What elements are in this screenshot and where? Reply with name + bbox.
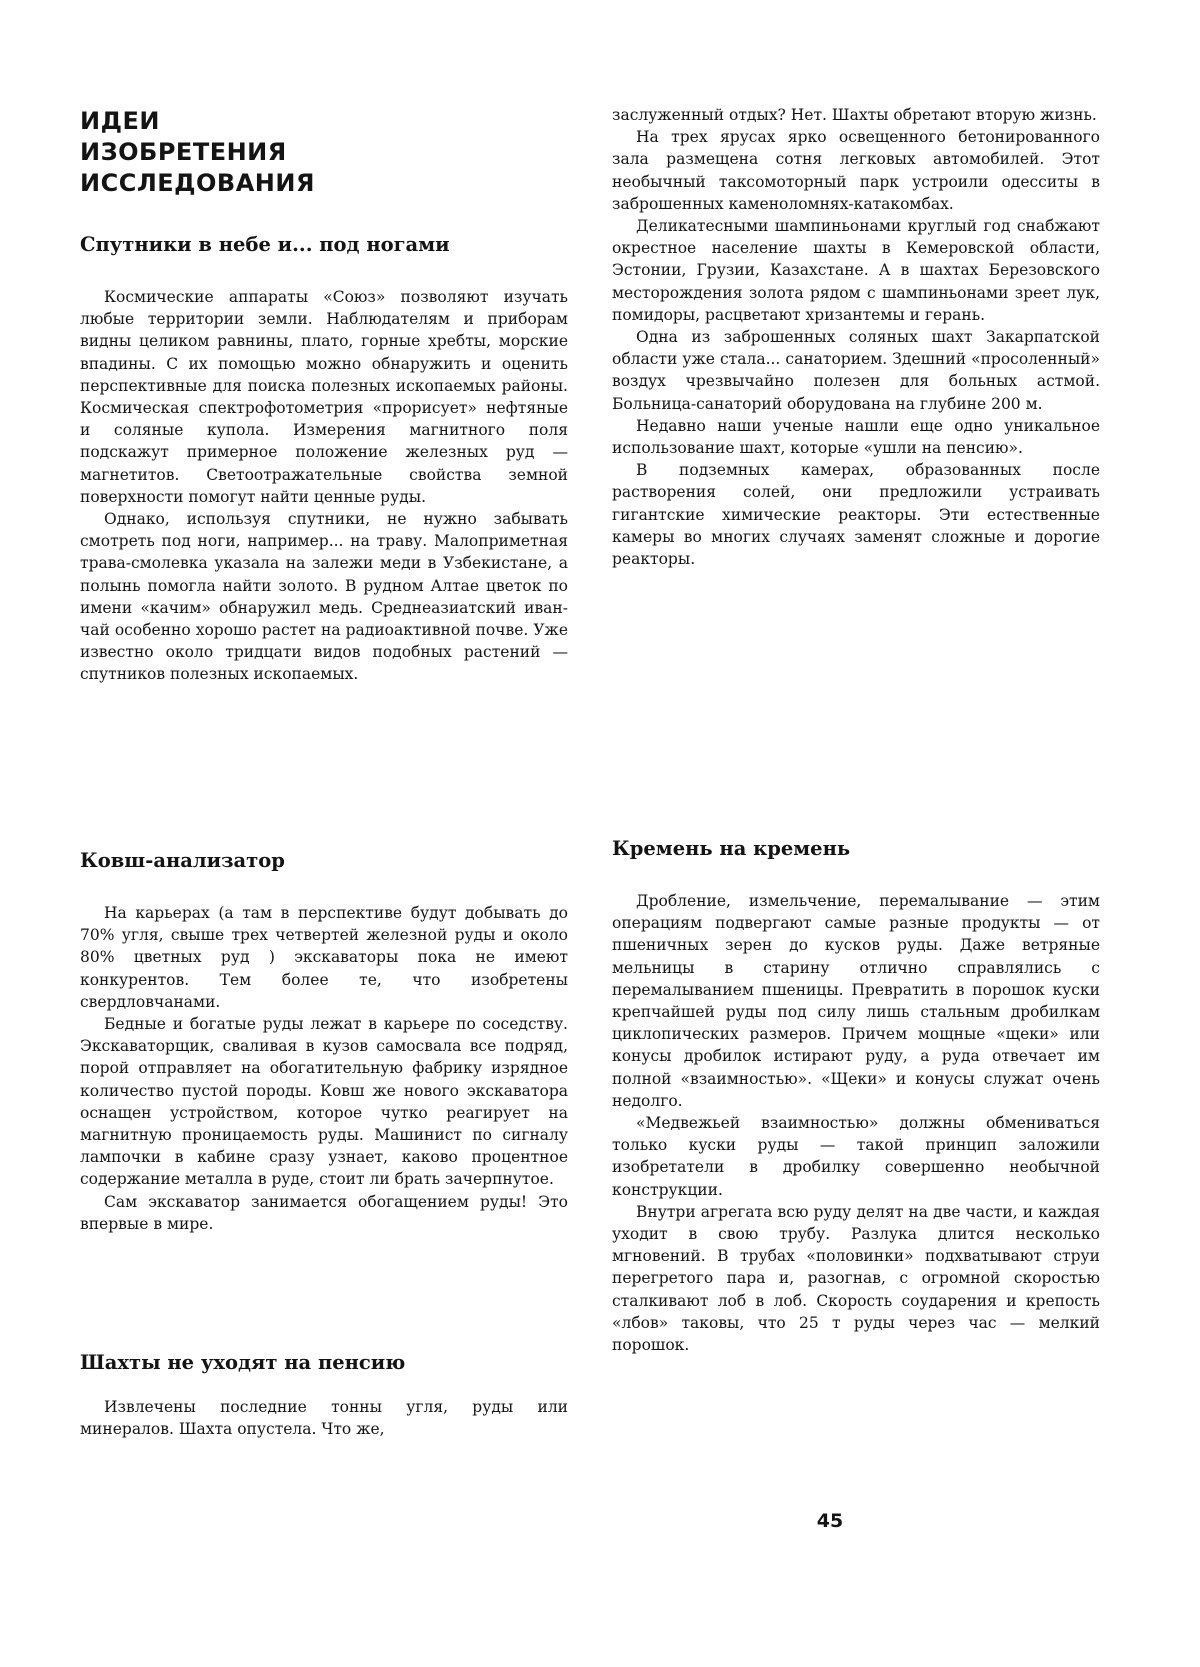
- article-body: [612, 890, 1100, 1356]
- article-paragraph: Одна из заброшенных соляных шахт Закарпатской области уже стала... санаторием. Здешний «просоленный» воздух чрезвычайно полезен для больных астмой. Больница-санаторий оборудована на глубине 200 м.: [612, 328, 1100, 413]
- article-paragraph: заслуженный отдых? Нет. Шахты обретают вторую жизнь.: [612, 106, 1097, 124]
- article-paragraph: Сам экскаватор занимается обогащением руды! Это впервые в мире.: [80, 1192, 568, 1233]
- article-flint: [612, 836, 1100, 1356]
- article-mines: [80, 1350, 568, 1440]
- article-title: Кремень на кремень: [612, 837, 851, 860]
- article-paragraph: На карьерах (а там в перспективе будут добывать до 70% угля, свыше трех четвертей железной руды и около 80% цветных руд ) экскаваторы пока не имеют конкурентов. Тем более те, что изобретены свердловчанами.: [80, 904, 568, 1011]
- article-body: [80, 1396, 568, 1440]
- article-bucket-analyzer: [80, 848, 568, 1235]
- article-title: Шахты не уходят на пенсию: [80, 1351, 406, 1374]
- article-paragraph: Дробление, измельчение, перемалывание — этим операциям подвергают самые разные продукты — от пшеничных зерен до кусков руды. Даже ветряные мельницы в старину отлично справлялись с перемалыванием пшеницы. Превратить в порошок куски крепчайшей руды под силу лишь стальным дробилкам циклопических размеров. Причем мощные «щеки» или конусы дробилок истирают руду, а руда отвечает им полной «взаимностью». «Щеки» и конусы служат очень недолго.: [612, 892, 1100, 1110]
- article-title: Ковш-анализатор: [80, 849, 285, 872]
- rubric-line: ИЗОБРЕТЕНИЯ: [80, 138, 287, 166]
- article-paragraph: Деликатесными шампиньонами круглый год снабжают окрестное население шахты в Кемеровской области, Эстонии, Грузии, Казахстане. А в шахтах Березовского месторождения золота рядом с шампиньонами зреет лук, помидоры, расцветают хризантемы и герань.: [612, 217, 1100, 324]
- page-number: 45: [816, 1510, 844, 1532]
- article-paragraph: Недавно наши ученые нашли еще одно уникальное использование шахт, которые «ушли на пенсию».: [612, 416, 1100, 458]
- article-paragraph: Однако, используя спутники, не нужно забывать смотреть под ноги, например... на траву. Малоприметная трава-смолевка указала на залежи меди в Узбекистане, а полынь помогла найти золото. В рудном Алтае цветок по имени «качим» обнаружил медь. Среднеазиатский иван-чай особенно хорошо растет на радиоактивной почве. Уже известно около тридцати видов подобных растений — спутников полезных ископаемых.: [80, 510, 568, 684]
- article-paragraph: В подземных камерах, образованных после растворения солей, они предложили устраивать гигантские химические реакторы. Эти естественные камеры во многих случаях заменят сложные и дорогие реакторы.: [612, 461, 1100, 569]
- article-paragraph: Космические аппараты «Союз» позволяют изучать любые территории земли. Наблюдателям и приборам видны целиком равнины, плато, горные хребты, морские впадины. С их помощью можно обнаружить и оценить перспективные для поиска полезных ископаемых районы. Космическая спектрофотометрия «прорисует» нефтяные и соляные купола. Измерения магнитного поля подскажут примерное положение железных руд — магнетитов. Светоотражательные свойства земной поверхности помогут найти ценные руды.: [80, 288, 568, 506]
- article-paragraph: На трех ярусах ярко освещенного бетонированного зала размещена сотня легковых автомобилей. Этот необычный таксомоторный парк устроили одесситы в заброшенных каменоломнях-катакомбах.: [612, 128, 1100, 213]
- article-satellites: [80, 232, 568, 686]
- article-body: [80, 286, 568, 686]
- rubric-line: ИДЕИ: [80, 107, 160, 135]
- article-paragraph: «Медвежьей взаимностью» должны обмениваться только куски руды — такой принцип заложили изобретатели в дробилку совершенно необычной конструкции.: [612, 1114, 1100, 1199]
- article-body: [80, 902, 568, 1235]
- article-mines-continued: [612, 104, 1100, 570]
- article-paragraph: Извлечены последние тонны угля, руды или минералов. Шахта опустела. Что же,: [80, 1398, 568, 1439]
- article-body: [612, 104, 1100, 570]
- rubric-line: ИССЛЕДОВАНИЯ: [80, 169, 315, 197]
- article-title: Спутники в небе и... под ногами: [80, 233, 450, 256]
- section-rubric: [80, 106, 315, 199]
- article-paragraph: Бедные и богатые руды лежат в карьере по соседству. Экскаваторщик, сваливая в кузов самосвала все подряд, порой отправляет на обогатительную фабрику изрядное количество пустой породы. Ковш же нового экскаватора оснащен устройством, которое чутко реагирует на магнитную проницаемость руды. Машинист по сигналу лампочки в кабине сразу узнает, каково процентное содержание металла в руде, стоит ли брать зачерпнутое.: [80, 1015, 568, 1189]
- article-paragraph: Внутри агрегата всю руду делят на две части, и каждая уходит в свою трубу. Разлука длится несколько мгновений. В трубах «половинки» подхватывают струи перегретого пара и, разогнав, с огромной скоростью сталкивают лоб в лоб. Скорость соударения и крепость «лбов» таковы, что 25 т руды через час — мелкий порошок.: [612, 1202, 1100, 1355]
